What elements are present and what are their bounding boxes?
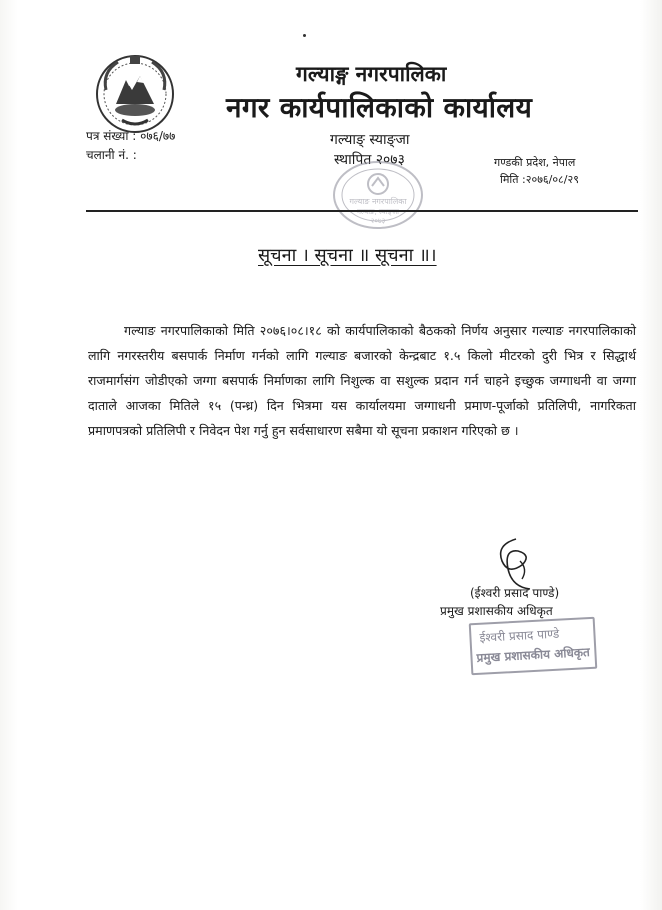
org-name: गल्याङ्ग नगरपालिका: [296, 62, 447, 86]
dispatch-number: चलानी नं. :: [86, 148, 137, 162]
header-divider: [86, 210, 638, 212]
office-address: गल्याङ् स्याङ्जा: [330, 132, 410, 148]
scan-speck: [303, 34, 306, 37]
notice-body: गल्याङ नगरपालिकाको मिति २०७६।०८।१८ को कार्यपालिकाको बैठकको निर्णय अनुसार गल्याङ नगरपालिकाको लागि नगरस्तरीय बसपार्क निर्माण गर्नको लागि गल्याङ बजारको केन्द्रबाट १.५ किलो मीटरको दुरी भित्र र सिद्धार्थ राजमार्गसंग जोडीएको जग्गा बसपार्क निर्माणका लागि निशुल्क वा सशुल्क प्रदान गर्न चाहने इच्छुक जग्गाधनी वा जग्गा दाताले आजका मितिले १५ (पन्ध्र) दिन भित्रमा यस कार्यालयमा जग्गाधनी प्रमाण-पूर्जाको प्रतिलिपी, नागरिकता प्रमाणपत्रको प्रतिलिपी र निवेदन पेश गर्नु हुन सर्वसाधारण सबैमा यो सूचना प्रकाशन गरिएको छ ।: [88, 323, 636, 438]
province-line: गण्डकी प्रदेश, नेपाल: [494, 156, 576, 169]
stamp-title: प्रमुख प्रशासकीय अधिकृत: [476, 645, 591, 665]
seal-subtext: गल्याङ, स्याङ्जा: [357, 208, 399, 216]
name-stamp: [469, 617, 598, 676]
nepal-emblem-icon: [92, 50, 178, 136]
reference-number: पत्र संख्या : ०७६/७७: [86, 129, 176, 143]
office-name: नगर कार्यपालिकाको कार्यालय: [226, 91, 533, 124]
notice-heading: सूचना । सूचना ॥ सूचना ॥।: [258, 245, 437, 266]
established-year: स्थापित २०७३: [334, 152, 405, 168]
letter-date: मिति :२०७६/०८/२९: [500, 173, 579, 186]
seal-year: २०७३: [370, 217, 386, 225]
seal-text: गल्याङ नगरपालिका: [349, 197, 407, 206]
signatory-title: प्रमुख प्रशासकीय अधिकृत: [440, 604, 553, 618]
stamp-name: ईश्वरी प्रसाद पाण्डे: [479, 626, 560, 645]
office-seal-icon: [330, 158, 426, 232]
signatory-name: (ईश्वरी प्रसाद पाण्डे): [470, 586, 560, 600]
